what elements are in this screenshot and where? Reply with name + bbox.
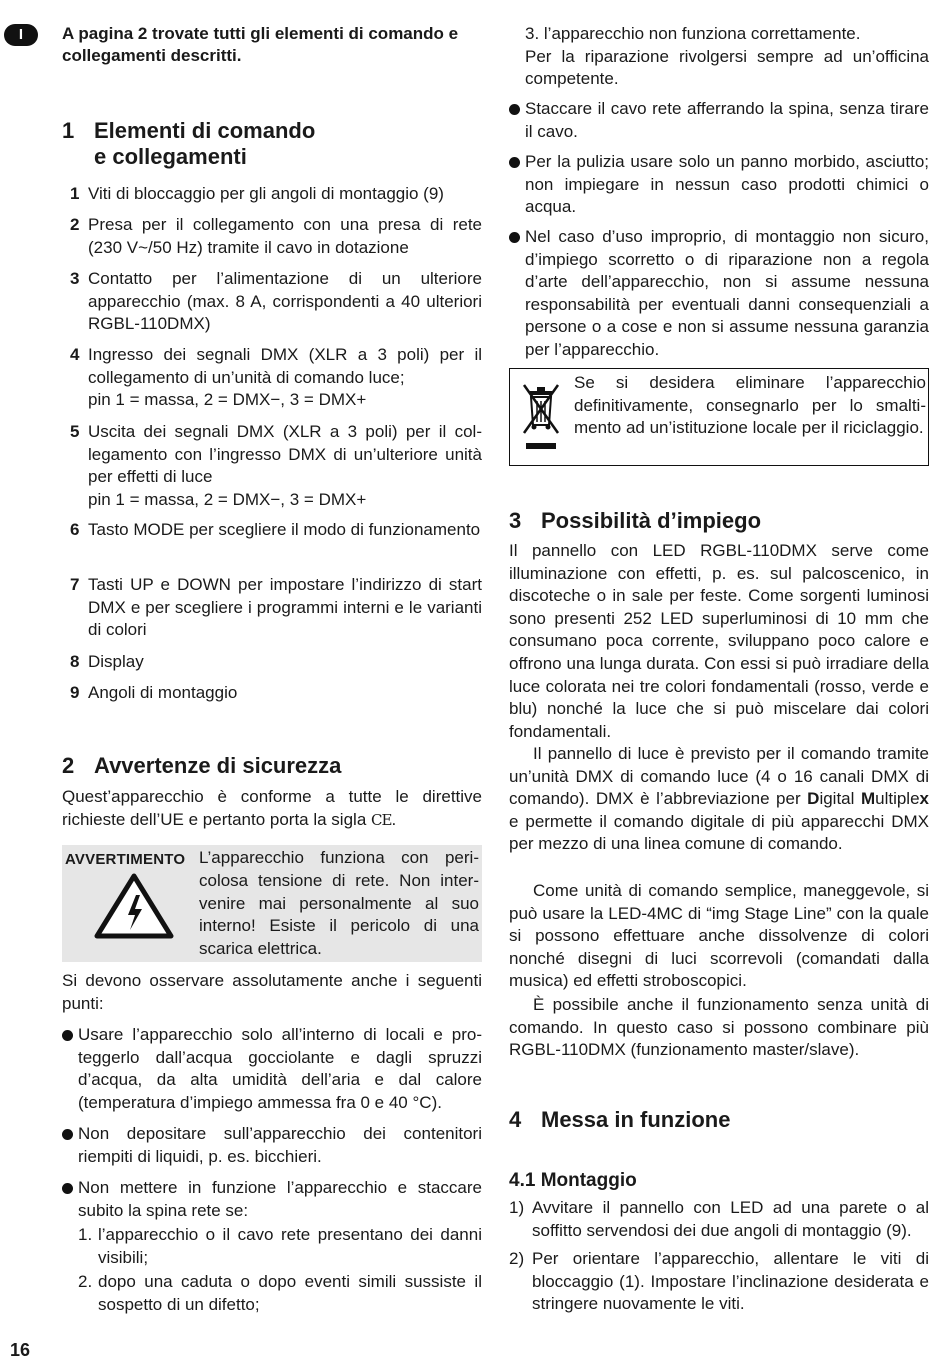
item-text: Viti di bloccaggio per gli angoli di montaggio (9) [88,184,444,203]
bullet-item: Per la pulizia usare solo un panno morbido, asciutto; non impiegare in nessun caso prodotti chimici o acqua. [509,151,929,219]
step-item [509,1197,929,1242]
subsection-4-1-heading: 4.1 Montaggio [509,1170,637,1191]
section-4-number: 4 [509,1107,522,1132]
list-item [62,344,482,412]
list-item [62,183,482,206]
paragraph: È possibile anche il funzionamento senza unità di comando. In questo caso si possono combinare più RGBL-110DMX (funzionamento master/slave). [509,995,929,1060]
bullet-item: Non depositare sull’apparecchio dei contenitori riempiti di liquidi, p. es. bicchieri. [62,1123,482,1168]
language-badge: I [4,24,38,46]
crossed-out-bin-icon [516,377,566,459]
bullet-item: Non mettere in funzione l’apparecchio e staccare subito la spina rete se: [62,1177,482,1222]
list-item [62,421,482,511]
paragraph [509,743,929,856]
section-1-title-line2: e collegamenti [94,144,247,169]
paragraph-text: igital [819,789,861,809]
warning-text: L’apparecchio funziona con pericolosa tensione di rete. Non intervenire mai personalmente al suo interno! Esiste il pericolo di una scarica elettrica. [199,848,479,959]
sub-list-item [78,1224,482,1269]
step-number: 1) [509,1198,525,1217]
page-number: 16 [10,1340,31,1360]
paragraph-text: e permette il comando digitale di più apparecchi DMX per mezzo di una linea comune di comando. [509,811,929,854]
sub-item-text: 3. l’apparecchio non funziona correttamente. [525,24,861,43]
section-2-title: Avvertenze di sicurezza [94,753,342,778]
item-text: Uscita dei segnali DMX (XLR a 3 poli) per il collegamento con l’ingresso DMX di un’ulteriore unità per effetti di luce [88,422,482,487]
sub-item-text: dopo una caduta o dopo eventi simili sussiste il sospetto di un difetto; [98,1272,482,1314]
paragraph-text: ultiple [875,789,920,809]
step-text: Per orientare l’apparecchio, allentare le viti di bloccaggio (1). Impostare l’inclinazione desiderata e stringere nuovamente le viti. [532,1249,929,1314]
item-number: 8 [70,652,80,671]
item-number: 3 [70,269,80,288]
section-4-heading [509,1107,730,1133]
item-text: Tasto MODE per scegliere il modo di funzionamento [88,520,481,539]
sub-item-continuation: Per la riparazione rivolgersi sempre ad un’officina competente. [525,46,929,89]
item-pin-text: pin 1 = massa, 2 = DMX−, 3 = DMX+ [88,489,367,509]
step-item [509,1248,929,1316]
step-text: Avvitare il pannello con LED ad una parete o al soffitto servendosi dei due angoli di montaggio (9). [532,1198,929,1240]
section-1-heading [62,118,315,170]
sub-item-number: 1. [78,1225,93,1244]
item-text: Presa per il collegamento con una presa di rete (230 V~/50 Hz) tramite il cavo in dotazione [88,215,482,257]
high-voltage-warning-icon [94,873,174,946]
section-3-number: 3 [509,508,522,533]
paragraph: Come unità di comando semplice, maneggevole, si può usare la LED-4MC di “img Stage Line” con la quale si possono effettuare anche dissolvenze di colori nonché disegni di luci scorrevoli (comandati dalla musica) ed effetti stroboscopici. [509,881,929,991]
item-number: 2 [70,215,80,234]
item-text: Tasti UP e DOWN per impostare l’indirizzo di start DMX e per scegliere i programmi interni e le varianti di colori [88,575,482,640]
bullet-item: Nel caso d’uso improprio, di montaggio non sicuro, d’impiego scorretto o di riparazione non a regola d’arte dell’apparecchio, non si assume nessuna responsabilità per eventuali danni consequenziali a persone o a cose e non si assume nessuna garanzia per l’apparecchio. [509,226,929,362]
bold-letter: D [807,789,820,809]
item-number: 1 [70,184,80,203]
section-3-heading [509,508,761,534]
conformity-text: Quest’apparecchio è conforme a tutte le direttive richieste dell’UE e pertanto porta la sigla [62,787,482,829]
item-number: 9 [70,683,80,702]
item-number: 5 [70,422,80,441]
section-2-number: 2 [62,753,75,778]
list-item [62,519,482,542]
section-1-number: 1 [62,118,75,143]
item-text: Contatto per l’alimentazione di un ulteriore apparecchio (max. 8 A, corrispondenti a 40 ulteriori RGBL-110DMX) [88,269,482,334]
section-2-intro [62,786,482,831]
list-item [62,682,482,705]
intro-text: A pagina 2 trovate tutti gli elementi di comando e collegamenti descritti. [62,24,459,65]
list-item [62,574,482,642]
sub-item-number: 2. [78,1272,93,1291]
paragraph: Il pannello con LED RGBL-110DMX serve come illuminazione con effetti, p. es. sul palcoscenico, in discoteche o in sale per feste. Come sorgenti luminosi sono presenti 252 LED superluminosi di 10 mm che consumano poca corrente, sviluppano poco calore e offrono una lunga durata. Con essi si può irradiare della luce colorata nei tre colori fondamentali (rosso, verde e blu) nonché la luce che si può miscelare dai colori fondamentali. [509,541,929,741]
warning-box [62,845,482,962]
sub-list-item [525,23,929,91]
section-1-title-line1: Elementi di comando [94,118,316,143]
section-2-heading [62,753,341,779]
sub-list-item [78,1271,482,1316]
bullet-item: Usare l’apparecchio solo all’interno di locali e proteggerlo dall’acqua gocciolante e dagli spruzzi d’acqua, da alta umidità dell’aria e dal calore (temperatura d’impiego ammessa fra 0 e 40 °C). [62,1024,482,1114]
section-4-title: Messa in funzione [541,1107,731,1132]
list-item [62,268,482,336]
ce-mark: CE [371,810,392,829]
bold-letter: M [860,789,876,809]
item-text: Ingresso dei segnali DMX (XLR a 3 poli) per il collegamento di un’unità di comando luce; [88,345,482,387]
list-item [62,651,482,674]
period: . [391,809,397,829]
item-number: 6 [70,520,80,539]
warning-title: AVVERTIMENTO [65,851,186,868]
sub-item-text: l’apparecchio o il cavo rete presentano dei danni visibili; [98,1225,482,1267]
observe-text: Si devono osservare assolutamente anche i seguenti punti: [62,971,482,1013]
step-number: 2) [509,1249,525,1268]
item-text: Display [88,652,144,671]
item-number: 4 [70,345,80,364]
section-3-title: Possibilità d’impiego [541,508,762,533]
paragraph-text: Il pannello di luce è previsto per il comando tramite un’unità DMX di comando luce (4 o 16 canali DMX di comando). DMX è l’abbreviazione per [509,744,929,809]
item-number: 7 [70,575,80,594]
item-text: Angoli di montaggio [88,683,238,702]
bullet-item: Staccare il cavo rete afferrando la spina, senza tirare il cavo. [509,98,929,143]
item-pin-text: pin 1 = massa, 2 = DMX−, 3 = DMX+ [88,390,367,410]
disposal-text: Se si desidera eliminare l’apparecchio definitivamente, consegnarlo per lo smaltimento ad un’istituzione locale per il riciclaggio. [574,373,926,438]
bold-letter: x [919,789,929,809]
disposal-notice-box [509,368,929,466]
list-item [62,214,482,259]
